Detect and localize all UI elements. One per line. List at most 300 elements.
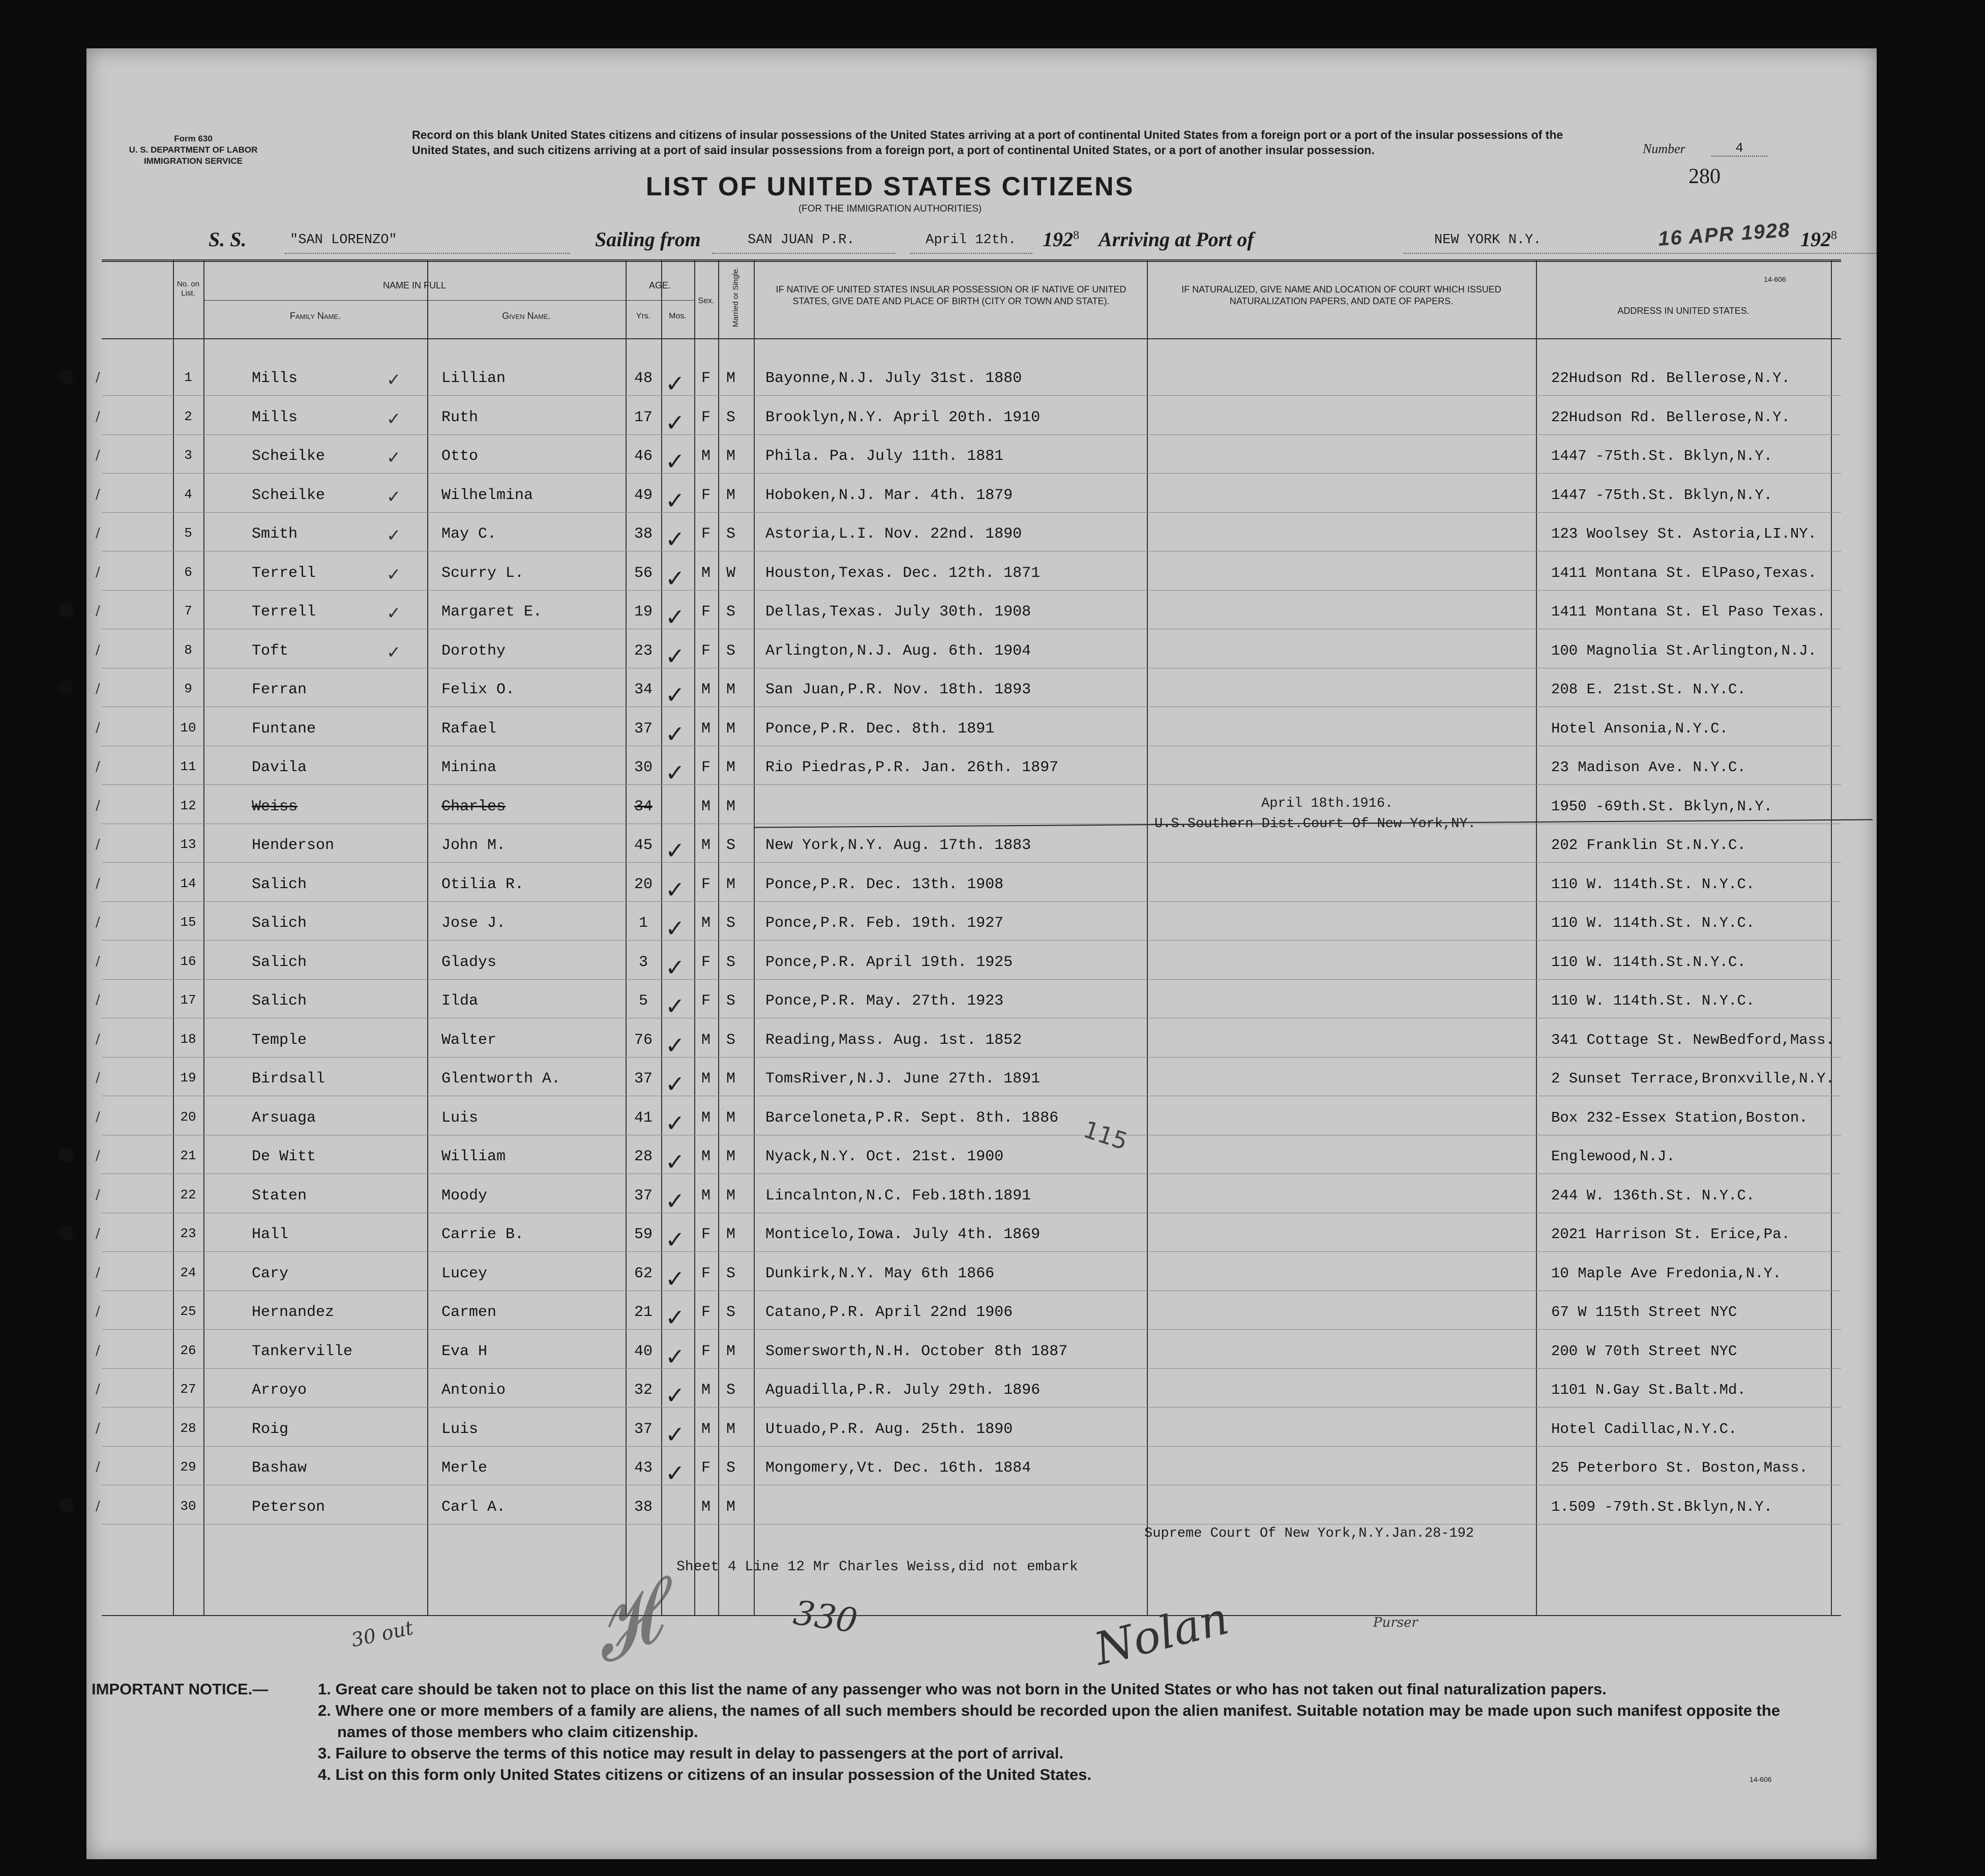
voyage-line <box>122 218 1837 258</box>
row-number: 3 <box>184 448 192 463</box>
margin-tick-icon: / <box>96 1109 100 1125</box>
verification-check-icon: ✓ <box>665 1342 685 1370</box>
header-no-on-list: No. on List. <box>176 280 200 298</box>
check-mark-icon: ✓ <box>387 525 401 546</box>
table-row <box>96 1410 1841 1448</box>
row-number: 11 <box>180 759 196 774</box>
us-address: 123 Woolsey St. Astoria,LI.NY. <box>1551 525 1817 542</box>
weiss-naturalization-date: April 18th.1916. <box>1261 796 1394 811</box>
row-number: 8 <box>184 642 192 658</box>
verification-check-icon: ✓ <box>665 1226 685 1253</box>
us-address: 10 Maple Ave Fredonia,N.Y. <box>1551 1265 1782 1282</box>
given-name: Ilda <box>441 992 479 1010</box>
inspector-signature-scrawl: 𝓗 <box>574 1571 674 1681</box>
family-name: Staten <box>252 1187 307 1205</box>
marital-status: M <box>726 1070 735 1088</box>
table-row <box>96 1487 1841 1526</box>
verification-check-icon: ✓ <box>665 837 685 864</box>
verification-check-icon: ✓ <box>665 603 685 631</box>
margin-tick-icon: / <box>96 486 100 502</box>
us-address: 341 Cottage St. NewBedford,Mass. <box>1551 1031 1834 1048</box>
age-years: 43 <box>634 1459 653 1477</box>
row-rule <box>102 434 1841 435</box>
margin-tick-icon: / <box>96 603 100 619</box>
family-name: Henderson <box>252 837 335 854</box>
given-name: May C. <box>441 525 497 543</box>
table-row <box>96 709 1841 748</box>
us-address: 2 Sunset Terrace,Bronxville,N.Y. <box>1551 1070 1834 1087</box>
us-address: 202 Franklin St.N.Y.C. <box>1551 837 1746 854</box>
sex: F <box>701 408 710 426</box>
given-name: Carrie B. <box>441 1226 524 1243</box>
given-name: Rafael <box>441 720 497 738</box>
given-name: Minina <box>441 759 497 776</box>
given-name: William <box>441 1148 506 1165</box>
marital-status: M <box>726 486 735 504</box>
row-number: 5 <box>184 525 192 541</box>
ss-label: S. S. <box>209 228 247 251</box>
marital-status: S <box>726 1459 735 1477</box>
us-address: 100 Magnolia St.Arlington,N.J. <box>1551 642 1817 659</box>
row-number: 15 <box>180 915 196 930</box>
verification-check-icon: ✓ <box>665 875 685 903</box>
sex: M <box>701 1187 710 1205</box>
family-name: Roig <box>252 1420 289 1438</box>
given-name: Gladys <box>441 953 497 971</box>
verification-check-icon: ✓ <box>665 992 685 1020</box>
birth-place-date: Monticelo,Iowa. July 4th. 1869 <box>765 1226 1041 1243</box>
sex: M <box>701 1070 710 1088</box>
birth-place-date: Houston,Texas. Dec. 12th. 1871 <box>765 564 1041 582</box>
check-mark-icon: ✓ <box>387 408 401 429</box>
margin-tick-icon: / <box>96 1420 100 1436</box>
age-years: 23 <box>634 642 653 660</box>
given-name: Eva H <box>441 1342 488 1360</box>
marital-status: M <box>726 1498 735 1516</box>
header-age: AGE. <box>648 280 671 290</box>
table-row <box>96 398 1841 436</box>
row-rule <box>102 784 1841 785</box>
number-value: 4 <box>1711 140 1767 157</box>
family-name: Peterson <box>252 1498 325 1516</box>
form-instructions: Record on this blank United States citizens and citizens of insular possessions of the United States arriving at a port of continental United States from a foreign port or a port of the insular possessions of the United States, and such citizens arriving at a port of said insular possessions from a foreign port, a port of continental United States, or a port of another insular possession. <box>412 128 1563 157</box>
print-code: 14-606 <box>1764 275 1786 283</box>
row-number: 18 <box>180 1031 196 1047</box>
birth-place-date: San Juan,P.R. Nov. 18th. 1893 <box>765 681 1031 698</box>
birth-place-date: Ponce,P.R. Dec. 13th. 1908 <box>765 875 1004 893</box>
given-name: Walter <box>441 1031 497 1049</box>
age-years: 62 <box>634 1265 653 1282</box>
birth-place-date: Brooklyn,N.Y. April 20th. 1910 <box>765 408 1041 426</box>
marital-status: S <box>726 1304 735 1321</box>
marital-status: M <box>726 370 735 387</box>
birth-place-date: Lincalnton,N.C. Feb.18th.1891 <box>765 1187 1031 1205</box>
header-given-name: Given Name. <box>502 311 551 321</box>
birth-place-date: Nyack,N.Y. Oct. 21st. 1900 <box>765 1148 1004 1165</box>
page-subtitle: (FOR THE IMMIGRATION AUTHORITIES) <box>798 203 982 214</box>
us-address: 244 W. 136th.St. N.Y.C. <box>1551 1187 1755 1204</box>
table-row <box>96 1098 1841 1137</box>
row-rule <box>102 473 1841 474</box>
sex: F <box>701 953 710 971</box>
birth-place-date: Ponce,P.R. Dec. 8th. 1891 <box>765 720 995 738</box>
us-address: 22Hudson Rd. Bellerose,N.Y. <box>1551 370 1790 387</box>
sex: M <box>701 1382 710 1399</box>
age-years: 17 <box>634 408 653 426</box>
family-name: Hernandez <box>252 1304 335 1321</box>
given-name: Margaret E. <box>441 603 543 621</box>
table-row <box>96 592 1841 631</box>
sailing-year-label <box>1043 227 1079 251</box>
header-family-name: Family Name. <box>289 311 341 321</box>
us-address: 1.509 -79th.St.Bklyn,N.Y. <box>1551 1498 1773 1515</box>
age-years: 5 <box>638 992 648 1010</box>
row-number: 25 <box>180 1304 196 1319</box>
family-name: Arsuaga <box>252 1109 316 1127</box>
header-bottom-rule <box>102 338 1841 339</box>
verification-check-icon: ✓ <box>665 1031 685 1059</box>
check-mark-icon: ✓ <box>387 603 401 624</box>
notice-item: 3. Failure to observe the terms of this notice may result in delay to passengers at the port of arrival. <box>318 1744 1064 1762</box>
table-top-rule-double <box>102 261 1841 262</box>
verification-check-icon: ✓ <box>665 564 685 592</box>
row-number: 6 <box>184 564 192 580</box>
margin-tick-icon: / <box>96 1265 100 1280</box>
us-address: Box 232-Essex Station,Boston. <box>1551 1109 1808 1126</box>
margin-note: 30 out <box>349 1616 416 1652</box>
age-years: 19 <box>634 603 653 621</box>
verification-check-icon: ✓ <box>665 1420 685 1448</box>
marital-status: M <box>726 720 735 738</box>
from-port: SAN JUAN P.R. <box>748 232 855 248</box>
family-name: Salich <box>252 875 307 893</box>
age-years: 41 <box>634 1109 653 1127</box>
age-years: 20 <box>634 875 653 893</box>
row-number: 7 <box>184 603 192 619</box>
us-address: 2021 Harrison St. Erice,Pa. <box>1551 1226 1790 1243</box>
notice-label: IMPORTANT NOTICE.— <box>92 1680 269 1698</box>
margin-tick-icon: / <box>96 759 100 774</box>
peterson-naturalization-court: Supreme Court Of New York,N.Y.Jan.28-192 <box>1144 1526 1474 1541</box>
verification-check-icon: ✓ <box>665 759 685 786</box>
marital-status: M <box>726 681 735 698</box>
number-label: Number <box>1643 141 1685 156</box>
birth-place-date: Mongomery,Vt. Dec. 16th. 1884 <box>765 1459 1031 1477</box>
family-name: Scheilke <box>252 486 325 504</box>
age-years: 37 <box>634 1420 653 1438</box>
margin-tick-icon: / <box>96 525 100 541</box>
birth-place-date: Bayonne,N.J. July 31st. 1880 <box>765 370 1022 387</box>
verification-check-icon: ✓ <box>665 1148 685 1176</box>
family-name: Birdsall <box>252 1070 325 1088</box>
margin-tick-icon: / <box>96 953 100 969</box>
row-rule <box>102 590 1841 591</box>
verification-check-icon: ✓ <box>665 486 685 514</box>
table-row <box>96 1059 1841 1098</box>
family-name: Salich <box>252 953 307 971</box>
us-address: 110 W. 114th.St. N.Y.C. <box>1551 915 1755 931</box>
family-name: Cary <box>252 1265 289 1282</box>
family-name: Smith <box>252 525 298 543</box>
marital-status: M <box>726 1148 735 1165</box>
row-number: 1 <box>184 370 192 385</box>
birth-place-date: Ponce,P.R. May. 27th. 1923 <box>765 992 1004 1010</box>
verification-check-icon: ✓ <box>665 1187 685 1215</box>
sex: M <box>701 448 710 465</box>
table-row <box>96 1176 1841 1215</box>
row-number: 14 <box>180 875 196 891</box>
row-number: 29 <box>180 1459 196 1475</box>
to-port: NEW YORK N.Y. <box>1434 232 1542 248</box>
given-name: Scurry L. <box>441 564 524 582</box>
punch-hole <box>58 369 74 384</box>
marital-status: S <box>726 1031 735 1049</box>
sex: M <box>701 1420 710 1438</box>
arrival-year-digit: 8 <box>1831 229 1837 242</box>
birth-place-date: Barceloneta,P.R. Sept. 8th. 1886 <box>765 1109 1059 1127</box>
birth-place-date: Hoboken,N.J. Mar. 4th. 1879 <box>765 486 1013 504</box>
family-name: Funtane <box>252 720 316 738</box>
table-row <box>96 981 1841 1020</box>
sex: F <box>701 603 710 621</box>
age-years: 76 <box>634 1031 653 1049</box>
row-number: 16 <box>180 953 196 969</box>
sex: F <box>701 370 710 387</box>
table-row <box>96 1370 1841 1409</box>
given-name: Ruth <box>441 408 479 426</box>
notice-item: 2. Where one or more members of a family are aliens, the names of all such members should be recorded upon the alien manifest. Suitable notation may be made upon such manifest opposite the names of those members who claim citizenship. <box>318 1702 1781 1741</box>
us-address: Englewood,N.J. <box>1551 1148 1675 1165</box>
table-row <box>96 670 1841 709</box>
verification-check-icon: ✓ <box>665 953 685 981</box>
marital-status: S <box>726 408 735 426</box>
purser-signature: Nolan <box>1089 1592 1234 1676</box>
margin-tick-icon: / <box>96 1226 100 1241</box>
us-address: 1950 -69th.St. Bklyn,N.Y. <box>1551 798 1773 815</box>
check-mark-icon: ✓ <box>387 370 401 390</box>
sex: M <box>701 681 710 698</box>
age-years: 28 <box>634 1148 653 1165</box>
table-row <box>96 514 1841 553</box>
row-number: 23 <box>180 1226 196 1241</box>
from-port-dotted-line <box>712 253 895 254</box>
marital-status: M <box>726 798 735 815</box>
marital-status: M <box>726 1420 735 1438</box>
marital-status: M <box>726 448 735 465</box>
verification-check-icon: ✓ <box>665 1070 685 1098</box>
margin-tick-icon: / <box>96 448 100 463</box>
marital-status: S <box>726 1382 735 1399</box>
row-rule <box>102 1446 1841 1447</box>
row-rule <box>102 1251 1841 1252</box>
sailing-year-digit: 8 <box>1073 229 1079 242</box>
verification-check-icon: ✓ <box>665 1459 685 1487</box>
birth-place-date: Ponce,P.R. April 19th. 1925 <box>765 953 1013 971</box>
age-years: 34 <box>634 681 653 698</box>
us-address: 1411 Montana St. ElPaso,Texas. <box>1551 564 1817 581</box>
family-name: Terrell <box>252 564 316 582</box>
punch-hole <box>58 680 74 695</box>
row-number: 22 <box>180 1187 196 1203</box>
age-years: 37 <box>634 1187 653 1205</box>
sailing-date-dotted-line <box>910 253 1032 254</box>
family-name: Hall <box>252 1226 289 1243</box>
sailing-date: April 12th. <box>926 232 1017 248</box>
header-sex: Sex. <box>698 297 715 305</box>
row-number: 13 <box>180 837 196 852</box>
sex: M <box>701 1031 710 1049</box>
row-rule <box>102 1524 1841 1525</box>
family-name: Mills <box>252 408 298 426</box>
sex: F <box>701 1304 710 1321</box>
age-years: 32 <box>634 1382 653 1399</box>
sex: F <box>701 875 710 893</box>
marital-status: S <box>726 603 735 621</box>
family-name: Salich <box>252 915 307 932</box>
marital-status: S <box>726 642 735 660</box>
row-rule <box>102 512 1841 513</box>
table-row <box>96 436 1841 475</box>
age-years: 30 <box>634 759 653 776</box>
family-name: Salich <box>252 992 307 1010</box>
sex: F <box>701 759 710 776</box>
us-address: 25 Peterboro St. Boston,Mass. <box>1551 1459 1808 1476</box>
marital-status: S <box>726 1265 735 1282</box>
check-mark-icon: ✓ <box>387 642 401 663</box>
row-number: 2 <box>184 408 192 424</box>
given-name: Antonio <box>441 1382 506 1399</box>
us-address: 208 E. 21st.St. N.Y.C. <box>1551 681 1746 698</box>
us-address: 110 W. 114th.St. N.Y.C. <box>1551 875 1755 893</box>
marital-status: W <box>726 564 735 582</box>
marital-status: S <box>726 953 735 971</box>
birth-place-date: Aguadilla,P.R. July 29th. 1896 <box>765 1382 1041 1399</box>
given-name: Felix O. <box>441 681 515 698</box>
row-number: 28 <box>180 1420 196 1436</box>
given-name: Carmen <box>441 1304 497 1321</box>
sex: M <box>701 720 710 738</box>
row-rule <box>102 1407 1841 1408</box>
verification-check-icon: ✓ <box>665 915 685 942</box>
header-married-single: Married or Single. <box>731 267 740 328</box>
row-number: 24 <box>180 1265 196 1280</box>
marital-status: M <box>726 1342 735 1360</box>
notice-item: 1. Great care should be taken not to place on this list the name of any passenger who was not born in the United States or who has not taken out final naturalization papers. <box>318 1680 1607 1698</box>
sailing-year-prefix: 192 <box>1043 228 1073 251</box>
row-rule <box>102 1329 1841 1330</box>
age-years: 46 <box>634 448 653 465</box>
given-name: Jose J. <box>441 915 506 932</box>
us-address: Hotel Ansonia,N.Y.C. <box>1551 720 1729 737</box>
punch-hole <box>58 1498 74 1513</box>
us-address: 22Hudson Rd. Bellerose,N.Y. <box>1551 408 1790 426</box>
margin-tick-icon: / <box>96 915 100 930</box>
form-identifier <box>81 133 305 167</box>
arrival-year-label <box>1800 227 1837 251</box>
age-years: 21 <box>634 1304 653 1321</box>
family-name: Davila <box>252 759 307 776</box>
table-row <box>96 1293 1841 1331</box>
page-title: LIST OF UNITED STATES CITIZENS <box>645 172 1135 201</box>
birth-place-date: Dunkirk,N.Y. May 6th 1866 <box>765 1265 995 1282</box>
margin-tick-icon: / <box>96 1148 100 1163</box>
sailing-label: Sailing from <box>595 228 701 251</box>
given-name: Moody <box>441 1187 488 1205</box>
given-name: John M. <box>441 837 506 854</box>
sex: M <box>701 1498 710 1516</box>
margin-tick-icon: / <box>96 1342 100 1358</box>
table-row <box>96 1215 1841 1253</box>
margin-tick-icon: / <box>96 1498 100 1514</box>
table-row <box>96 1448 1841 1487</box>
age-years: 40 <box>634 1342 653 1360</box>
row-number: 21 <box>180 1148 196 1163</box>
birth-place-date: Phila. Pa. July 11th. 1881 <box>765 448 1004 465</box>
marital-status: S <box>726 525 735 543</box>
verification-check-icon: ✓ <box>665 642 685 670</box>
table-row <box>96 476 1841 514</box>
row-rule <box>102 1057 1841 1058</box>
header-mos: Mos. <box>669 312 687 320</box>
age-years: 3 <box>638 953 648 971</box>
arrival-date-stamp: 16 APR 1928 <box>1657 218 1791 251</box>
age-subheader-rule <box>626 300 694 301</box>
marital-status: S <box>726 992 735 1010</box>
birth-place-date: Utuado,P.R. Aug. 25th. 1890 <box>765 1420 1013 1438</box>
marital-status: S <box>726 915 735 932</box>
birth-place-date: Ponce,P.R. Feb. 19th. 1927 <box>765 915 1004 932</box>
family-name: Weiss <box>252 798 298 815</box>
age-years: 38 <box>634 525 653 543</box>
sex: M <box>701 1109 710 1127</box>
margin-tick-icon: / <box>96 798 100 813</box>
age-years: 38 <box>634 1498 653 1516</box>
sex: M <box>701 837 710 854</box>
birth-place-date: Rio Piedras,P.R. Jan. 26th. 1897 <box>765 759 1059 776</box>
marital-status: M <box>726 1226 735 1243</box>
us-address: 1447 -75th.St. Bklyn,N.Y. <box>1551 486 1773 504</box>
birth-place-date: Catano,P.R. April 22nd 1906 <box>765 1304 1013 1321</box>
verification-check-icon: ✓ <box>665 1304 685 1331</box>
margin-tick-icon: / <box>96 1187 100 1203</box>
us-address: 1411 Montana St. El Paso Texas. <box>1551 603 1826 620</box>
margin-tick-icon: / <box>96 1304 100 1319</box>
verification-check-icon: ✓ <box>665 681 685 709</box>
punch-hole <box>58 1147 74 1162</box>
us-address: Hotel Cadillac,N.Y.C. <box>1551 1420 1737 1438</box>
given-name: Dorothy <box>441 642 506 660</box>
header-name-in-full: NAME IN FULL <box>382 280 447 290</box>
row-number: 19 <box>180 1070 196 1086</box>
given-name: Otilia R. <box>441 875 524 893</box>
row-rule <box>102 395 1841 396</box>
given-name: Carl A. <box>441 1498 506 1516</box>
header-birth-place: IF NATIVE OF UNITED STATES INSULAR POSSESSION OR IF NATIVE OF UNITED STATES, GIVE DATE AND PLACE OF BIRTH (CITY OR TOWN AND STATE). <box>776 284 1127 306</box>
age-years: 37 <box>634 1070 653 1088</box>
us-address: 200 W 70th Street NYC <box>1551 1342 1737 1360</box>
passenger-table <box>96 259 1841 1615</box>
table-row <box>96 1020 1841 1059</box>
age-years: 45 <box>634 837 653 854</box>
given-name: Otto <box>441 448 479 465</box>
verification-check-icon: ✓ <box>665 1382 685 1409</box>
table-row <box>96 1254 1841 1293</box>
stamped-page-number: 280 <box>1688 165 1721 188</box>
vessel-dotted-line <box>285 253 570 254</box>
sex: F <box>701 1459 710 1477</box>
sex: F <box>701 1226 710 1243</box>
marital-status: M <box>726 1109 735 1127</box>
